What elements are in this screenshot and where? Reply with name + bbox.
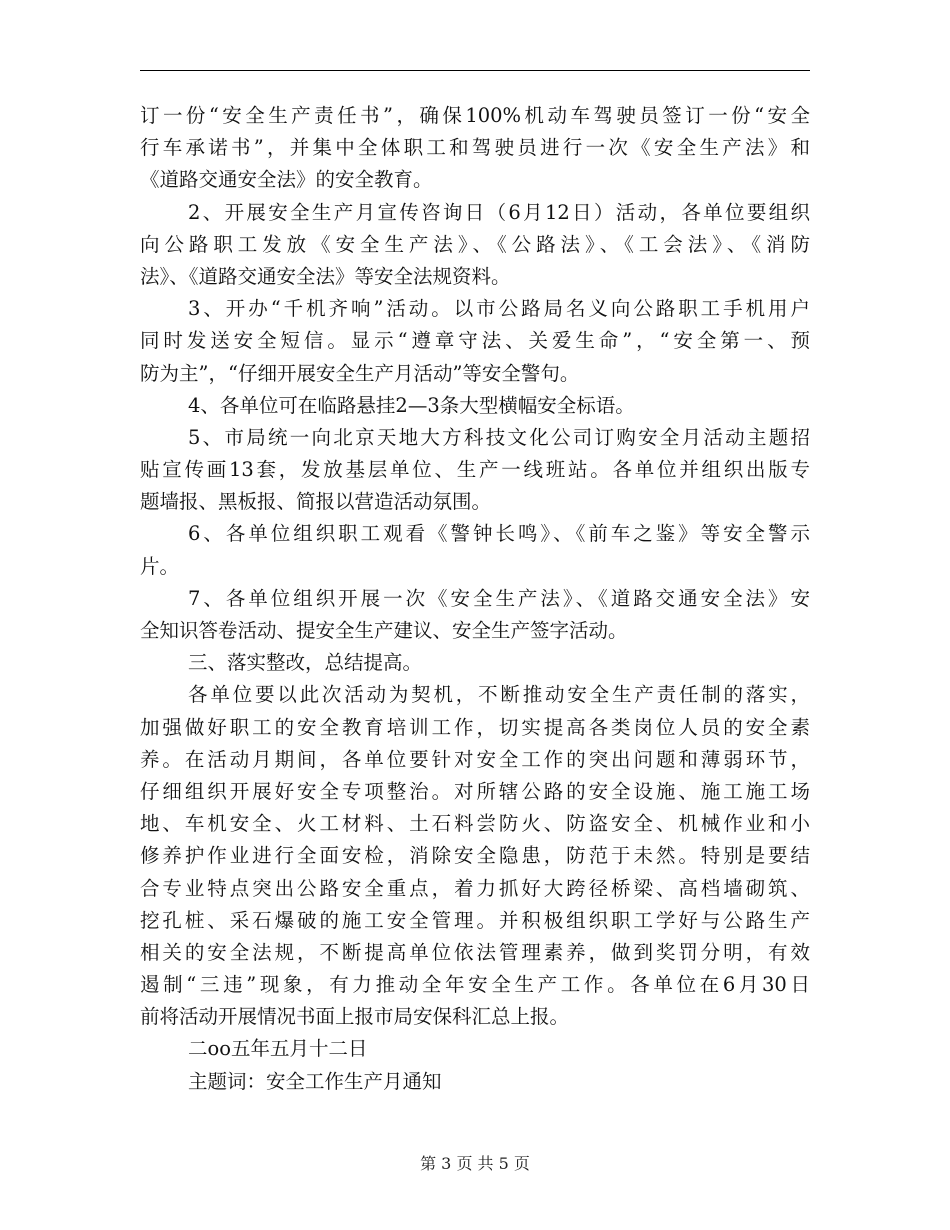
text-line: 相关的安全法规，不断提高单位依法管理素养，做到奖罚分明，有效 bbox=[140, 940, 810, 964]
text-line: 题墙报、黑板报、简报以营造活动氛围。 bbox=[140, 490, 492, 514]
text-line: 合专业特点突出公路安全重点，着力抓好大跨径桥梁、高档墙砌筑、 bbox=[140, 876, 810, 900]
text-line: 5、市局统一向北京天地大方科技文化公司订购安全月活动主题招 bbox=[188, 425, 810, 449]
text-line: 二oo五年五月十二日 bbox=[188, 1037, 368, 1061]
text-line: 主题词：安全工作生产月通知 bbox=[188, 1069, 442, 1093]
text-line: 片。 bbox=[140, 554, 180, 578]
text-line: 向公路职工发放《安全生产法》、《公路法》、《工会法》、《消防 bbox=[140, 232, 810, 256]
text-line: 各单位要以此次活动为契机，不断推动安全生产责任制的落实， bbox=[188, 683, 810, 707]
text-line: 《道路交通安全法》的安全教育。 bbox=[140, 168, 433, 192]
text-line: 仔细组织开展好安全专项整治。对所辖公路的安全设施、施工施工场 bbox=[140, 779, 810, 803]
text-line: 防为主”，“仔细开展安全生产月活动”等安全警句。 bbox=[140, 361, 580, 385]
page-number: 第 3 页 共 5 页 bbox=[420, 1154, 530, 1173]
text-line: 7、各单位组织开展一次《安全生产法》、《道路交通安全法》安 bbox=[188, 586, 810, 610]
header-rule bbox=[140, 70, 810, 71]
text-line: 修养护作业进行全面安检，消除安全隐患，防范于未然。特别是要结 bbox=[140, 844, 810, 868]
text-line: 法》、《道路交通安全法》等安全法规资料。 bbox=[140, 264, 511, 288]
text-line: 遏制“三违”现象，有力推动全年安全生产工作。各单位在6月30日 bbox=[140, 973, 810, 997]
text-line: 行车承诺书”，并集中全体职工和驾驶员进行一次《安全生产法》和 bbox=[140, 136, 810, 160]
text-line: 同时发送安全短信。显示“遵章守法、关爱生命”，“安全第一、预 bbox=[140, 329, 810, 353]
text-line: 4、各单位可在临路悬挂2—3条大型横幅安全标语。 bbox=[188, 393, 635, 417]
text-line: 养。在活动月期间，各单位要针对安全工作的突出问题和薄弱环节， bbox=[140, 747, 810, 771]
text-line: 贴宣传画13套，发放基层单位、生产一线班站。各单位并组织出版专 bbox=[140, 458, 810, 482]
text-line: 全知识答卷活动、提安全生产建议、安全生产签字活动。 bbox=[140, 619, 628, 642]
text-line: 6、各单位组织职工观看《警钟长鸣》、《前车之鉴》等安全警示 bbox=[188, 522, 810, 546]
text-line: 挖孔桩、采石爆破的施工安全管理。并积极组织职工学好与公路生产 bbox=[140, 908, 810, 932]
text-line: 3、开办“千机齐响”活动。以市公路局名义向公路职工手机用户 bbox=[188, 297, 810, 321]
text-line: 三、落实整改，总结提高。 bbox=[188, 651, 423, 675]
document-body bbox=[140, 100, 810, 1098]
text-line: 加强做好职工的安全教育培训工作，切实提高各类岗位人员的安全素 bbox=[140, 715, 810, 739]
text-line: 前将活动开展情况书面上报市局安保科汇总上报。 bbox=[140, 1005, 570, 1029]
text-line: 2、开展安全生产月宣传咨询日（6月12日）活动，各单位要组织 bbox=[188, 200, 810, 224]
text-line: 地、车机安全、火工材料、土石料尝防火、防盗安全、机械作业和小 bbox=[140, 812, 810, 836]
text-line: 订一份“安全生产责任书”，确保100%机动车驾驶员签订一份“安全 bbox=[140, 104, 810, 127]
